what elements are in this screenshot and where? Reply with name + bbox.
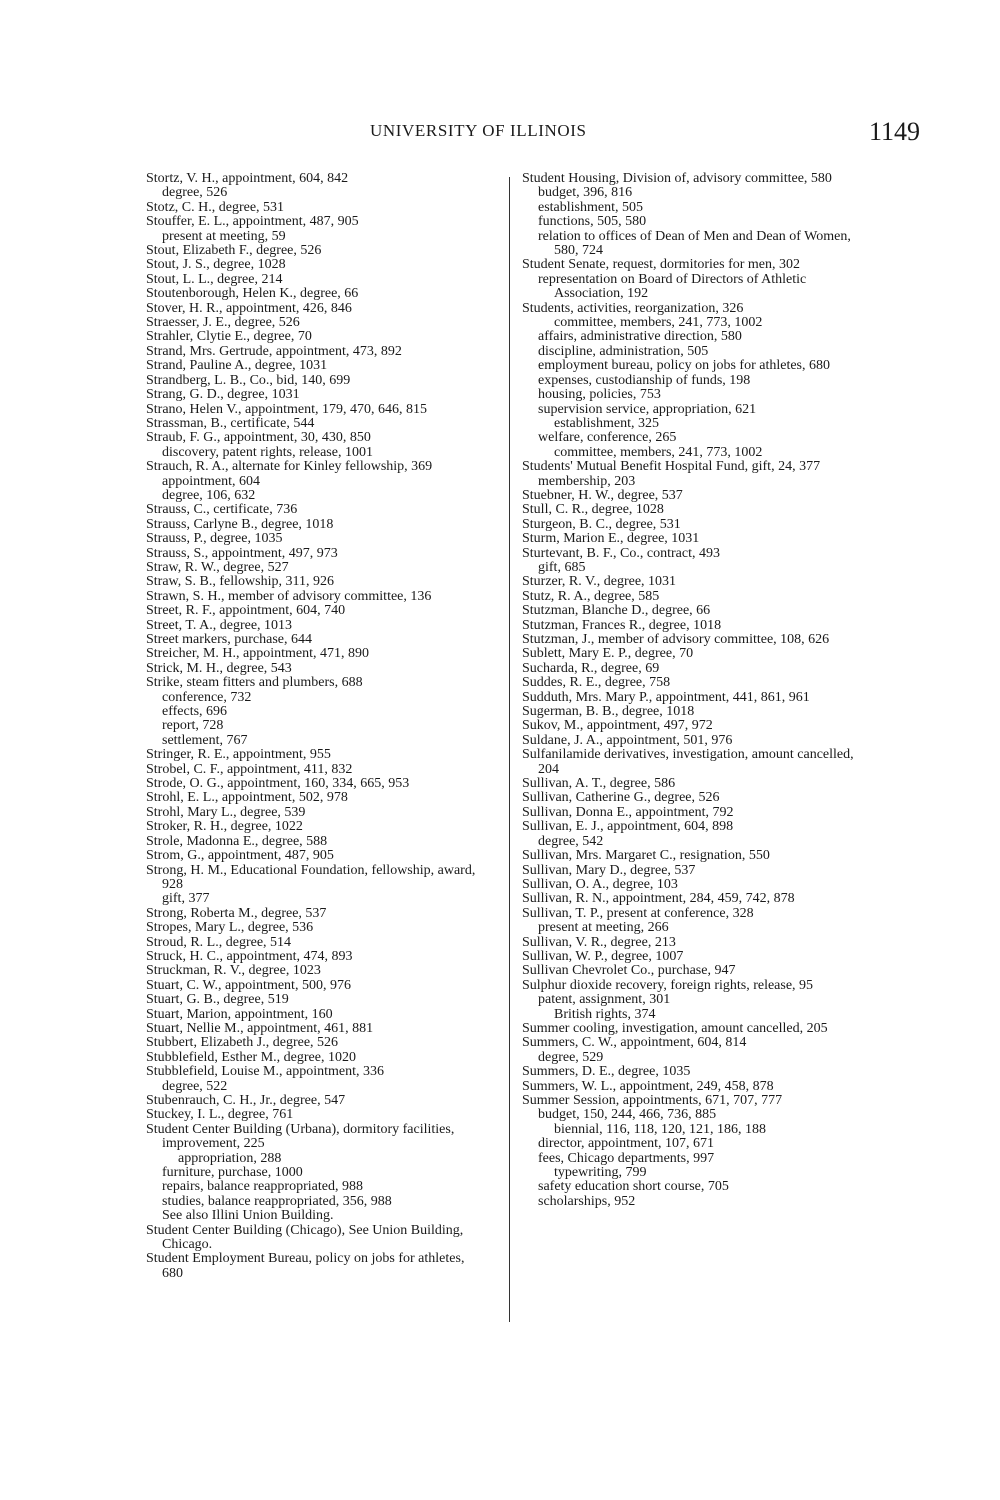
index-entry: report, 728 [162, 718, 224, 734]
index-entry: Sturgeon, B. C., degree, 531 [522, 516, 681, 532]
index-entry: Stubblefield, Esther M., degree, 1020 [146, 1049, 356, 1065]
index-entry: membership, 203 [538, 473, 636, 489]
index-entry: Strauss, C., certificate, 736 [146, 502, 298, 518]
index-entry: Sturm, Marion E., degree, 1031 [522, 531, 700, 547]
index-entry: Stuart, G. B., degree, 519 [146, 992, 289, 1008]
index-entry: Summer Session, appointments, 671, 707, 777 [522, 1093, 783, 1108]
index-entry: housing, policies, 753 [538, 387, 661, 403]
index-entry: Stubbert, Elizabeth J., degree, 526 [146, 1035, 339, 1051]
index-entry: degree, 542 [538, 833, 604, 849]
index-entry: Sullivan, A. T., degree, 586 [522, 776, 676, 792]
index-entry: establishment, 505 [538, 199, 643, 215]
index-entry: present at meeting, 266 [538, 920, 669, 936]
index-entry: Stutzman, Frances R., degree, 1018 [522, 617, 722, 633]
index-entry: Street, T. A., degree, 1013 [146, 617, 293, 633]
index-entry: Struckman, R. V., degree, 1023 [146, 963, 321, 979]
index-entry: Stubenrauch, C. H., Jr., degree, 547 [146, 1093, 346, 1108]
index-entry: Stroker, R. H., degree, 1022 [146, 819, 303, 835]
index-entry: gift, 685 [538, 559, 586, 575]
index-entry: Stuart, C. W., appointment, 500, 976 [146, 977, 351, 993]
index-entry: Strano, Helen V., appointment, 179, 470, 646, 815 [146, 401, 428, 417]
index-entry: Strang, G. D., degree, 1031 [146, 387, 300, 403]
index-entry: Stotz, C. H., degree, 531 [146, 199, 285, 215]
index-entry: patent, assignment, 301 [538, 992, 671, 1008]
index-entry: Stuebner, H. W., degree, 537 [522, 487, 683, 503]
index-entry: Sullivan, V. R., degree, 213 [522, 934, 676, 950]
index-entry: degree, 522 [162, 1078, 228, 1094]
index-entry: Stuckey, I. L., degree, 761 [146, 1107, 294, 1123]
index-entry: Sturtevant, B. F., Co., contract, 493 [522, 545, 720, 561]
index-entry: scholarships, 952 [538, 1193, 636, 1209]
index-entry: Strike, steam fitters and plumbers, 688 [146, 675, 363, 691]
index-entry: biennial, 116, 118, 120, 121, 186, 188 [554, 1121, 767, 1137]
index-entry: Student Housing, Division of, advisory committee, 580 [522, 171, 832, 186]
index-entry: Strand, Pauline A., degree, 1031 [146, 358, 328, 374]
index-entry: Stropes, Mary L., degree, 536 [146, 920, 314, 936]
index-entry: Sullivan, T. P., present at conference, 328 [522, 905, 754, 921]
index-entry: discipline, administration, 505 [538, 343, 709, 359]
index-entry: Sudduth, Mrs. Mary P., appointment, 441, 861, 961 [522, 689, 810, 705]
index-entry: furniture, purchase, 1000 [162, 1165, 303, 1181]
index-entry: Summers, D. E., degree, 1035 [522, 1064, 691, 1080]
index-entry: Struck, H. C., appointment, 474, 893 [146, 948, 353, 964]
index-entry: Stroud, R. L., degree, 514 [146, 934, 292, 950]
index-entry: settlement, 767 [162, 732, 248, 748]
index-entry: Stout, J. S., degree, 1028 [146, 257, 286, 273]
index-entry: degree, 106, 632 [162, 487, 256, 503]
index-entry: Suddes, R. E., degree, 758 [522, 675, 671, 691]
index-entry: Strick, M. H., degree, 543 [146, 660, 292, 676]
index-entry: safety education short course, 705 [538, 1179, 729, 1195]
index-entry: Strand, Mrs. Gertrude, appointment, 473, 892 [146, 343, 402, 359]
index-entry: typewriting, 799 [554, 1165, 647, 1181]
index-entry: effects, 696 [162, 704, 228, 720]
index-entry: Strauss, P., degree, 1035 [146, 531, 283, 547]
index-entry: Sullivan, E. J., appointment, 604, 898 [522, 819, 734, 835]
index-entry: Summers, C. W., appointment, 604, 814 [522, 1035, 747, 1051]
index-entry: Streicher, M. H., appointment, 471, 890 [146, 646, 370, 662]
index-entry: Strauss, Carlyne B., degree, 1018 [146, 516, 334, 532]
index-entry: Stout, L. L., degree, 214 [146, 271, 283, 287]
index-entry: employment bureau, policy on jobs for athletes, 680 [538, 358, 830, 374]
index-entry: Straub, F. G., appointment, 30, 430, 850 [146, 430, 371, 446]
index-entry: gift, 377 [162, 891, 210, 907]
index-entry: See also Illini Union Building. [162, 1208, 334, 1224]
index-entry: director, appointment, 107, 671 [538, 1136, 714, 1152]
index-entry: Strong, Roberta M., degree, 537 [146, 905, 327, 921]
index-entry: supervision service, appropriation, 621 [538, 401, 757, 417]
index-entry: Stutz, R. A., degree, 585 [522, 588, 660, 604]
index-entry: welfare, conference, 265 [538, 430, 677, 446]
page-number: 1149 [869, 117, 921, 146]
index-entry: appointment, 604 [162, 473, 260, 489]
index-entry: Students' Mutual Benefit Hospital Fund, gift, 24, 377 [522, 459, 821, 475]
index-entry: Sullivan, Mary D., degree, 537 [522, 862, 696, 878]
index-entry: Students, activities, reorganization, 326 [522, 300, 744, 316]
index-entry: Strom, G., appointment, 487, 905 [146, 848, 334, 864]
index-entry: Strandberg, L. B., Co., bid, 140, 699 [146, 372, 351, 388]
index-entry: Stull, C. R., degree, 1028 [522, 502, 664, 518]
index-entry: Suldane, J. A., appointment, 501, 976 [522, 732, 733, 748]
index-entry: Strassman, B., certificate, 544 [146, 415, 315, 431]
index-entry: expenses, custodianship of funds, 198 [538, 372, 751, 388]
index-entry: Sullivan, Catherine G., degree, 526 [522, 790, 720, 806]
index-entry: Strohl, E. L., appointment, 502, 978 [146, 790, 348, 806]
index-entry: Sublett, Mary E. P., degree, 70 [522, 646, 694, 662]
index-entry: Summers, W. L., appointment, 249, 458, 878 [522, 1078, 774, 1094]
index-column-left [146, 172, 486, 1281]
index-entry: Strole, Madonna E., degree, 588 [146, 833, 328, 849]
index-entry: Strohl, Mary L., degree, 539 [146, 804, 306, 820]
index-entry: Stuart, Nellie M., appointment, 461, 881 [146, 1020, 374, 1036]
index-entry: Stortz, V. H., appointment, 604, 842 [146, 171, 349, 186]
index-column-right [522, 172, 878, 1209]
index-entry: Stubblefield, Louise M., appointment, 336 [146, 1064, 384, 1080]
index-entry: budget, 396, 816 [538, 185, 633, 201]
index-entry: present at meeting, 59 [162, 228, 286, 244]
index-entry: Sugerman, B. B., degree, 1018 [522, 704, 695, 720]
index-entry: fees, Chicago departments, 997 [538, 1150, 715, 1166]
index-entry: Straw, S. B., fellowship, 311, 926 [146, 574, 334, 590]
index-entry: appropriation, 288 [178, 1150, 282, 1166]
index-entry: studies, balance reappropriated, 356, 988 [162, 1193, 392, 1209]
index-entry: functions, 505, 580 [538, 214, 647, 230]
index-entry: affairs, administrative direction, 580 [538, 329, 742, 345]
index-entry: conference, 732 [162, 689, 252, 705]
index-entry: Stover, H. R., appointment, 426, 846 [146, 300, 352, 316]
index-entry: British rights, 374 [554, 1006, 656, 1022]
index-entry: Sullivan, R. N., appointment, 284, 459, 742, 878 [522, 891, 795, 907]
index-entry: degree, 526 [162, 185, 228, 201]
index-entry: Strode, O. G., appointment, 160, 334, 665, 953 [146, 776, 410, 792]
index-entry: Stouffer, E. L., appointment, 487, 905 [146, 214, 359, 230]
column-divider [509, 177, 510, 1322]
index-entry: Sucharda, R., degree, 69 [522, 660, 660, 676]
index-entry: Sullivan, Donna E., appointment, 792 [522, 804, 734, 820]
index-entry: Sulphur dioxide recovery, foreign rights, release, 95 [522, 977, 814, 993]
index-entry: committee, members, 241, 773, 1002 [554, 444, 763, 460]
index-entry: Strahler, Clytie E., degree, 70 [146, 329, 312, 345]
index-entry: Street markers, purchase, 644 [146, 632, 312, 647]
index-entry: Stutzman, J., member of advisory committee, 108, 626 [522, 632, 830, 647]
index-entry: committee, members, 241, 773, 1002 [554, 315, 763, 331]
index-entry: Stoutenborough, Helen K., degree, 66 [146, 286, 359, 302]
index-entry: budget, 150, 244, 466, 736, 885 [538, 1107, 717, 1123]
index-entry: Street, R. F., appointment, 604, 740 [146, 603, 346, 619]
index-entry: representation on Board of Directors of Athletic Association, 192 [538, 271, 807, 302]
index-entry: Stuart, Marion, appointment, 160 [146, 1006, 333, 1022]
index-entry: Strong, H. M., Educational Foundation, fellowship, award, 928 [146, 862, 476, 892]
index-entry: Summer cooling, investigation, amount cancelled, 205 [522, 1020, 828, 1036]
index-entry: Stutzman, Blanche D., degree, 66 [522, 603, 711, 619]
index-entry: Student Center Building (Chicago), See Union Building, Chicago. [146, 1222, 464, 1253]
index-entry: Student Employment Bureau, policy on jobs for athletes, 680 [146, 1251, 465, 1281]
index-entry: Stout, Elizabeth F., degree, 526 [146, 243, 322, 259]
index-entry: Strauss, S., appointment, 497, 973 [146, 545, 338, 561]
index-entry: Sukov, M., appointment, 497, 972 [522, 718, 713, 734]
index-entry: repairs, balance reappropriated, 988 [162, 1179, 363, 1195]
index-entry: relation to offices of Dean of Men and Dean of Women, 580, 724 [538, 228, 851, 259]
index-entry: Sullivan, O. A., degree, 103 [522, 876, 678, 892]
running-header-title: UNIVERSITY OF ILLINOIS [370, 121, 587, 140]
index-entry: Sullivan, Mrs. Margaret C., resignation, 550 [522, 848, 770, 864]
index-entry: Sulfanilamide derivatives, investigation, amount cancelled, 204 [522, 747, 854, 777]
index-entry: establishment, 325 [554, 415, 659, 431]
index-entry: Student Senate, request, dormitories for men, 302 [522, 257, 800, 273]
index-entry: Student Center Building (Urbana), dormitory facilities, improvement, 225 [146, 1121, 455, 1152]
index-entry: Stringer, R. E., appointment, 955 [146, 747, 331, 763]
index-entry: Sullivan Chevrolet Co., purchase, 947 [522, 963, 736, 979]
index-entry: Strobel, C. F., appointment, 411, 832 [146, 761, 353, 777]
index-entry: degree, 529 [538, 1049, 604, 1065]
index-entry: discovery, patent rights, release, 1001 [162, 444, 373, 460]
index-entry: Sullivan, W. P., degree, 1007 [522, 948, 684, 964]
index-entry: Straw, R. W., degree, 527 [146, 559, 289, 575]
index-entry: Sturzer, R. V., degree, 1031 [522, 574, 677, 590]
index-entry: Strauch, R. A., alternate for Kinley fellowship, 369 [146, 459, 433, 475]
index-entry: Straesser, J. E., degree, 526 [146, 315, 300, 331]
index-entry: Strawn, S. H., member of advisory committee, 136 [146, 588, 432, 604]
